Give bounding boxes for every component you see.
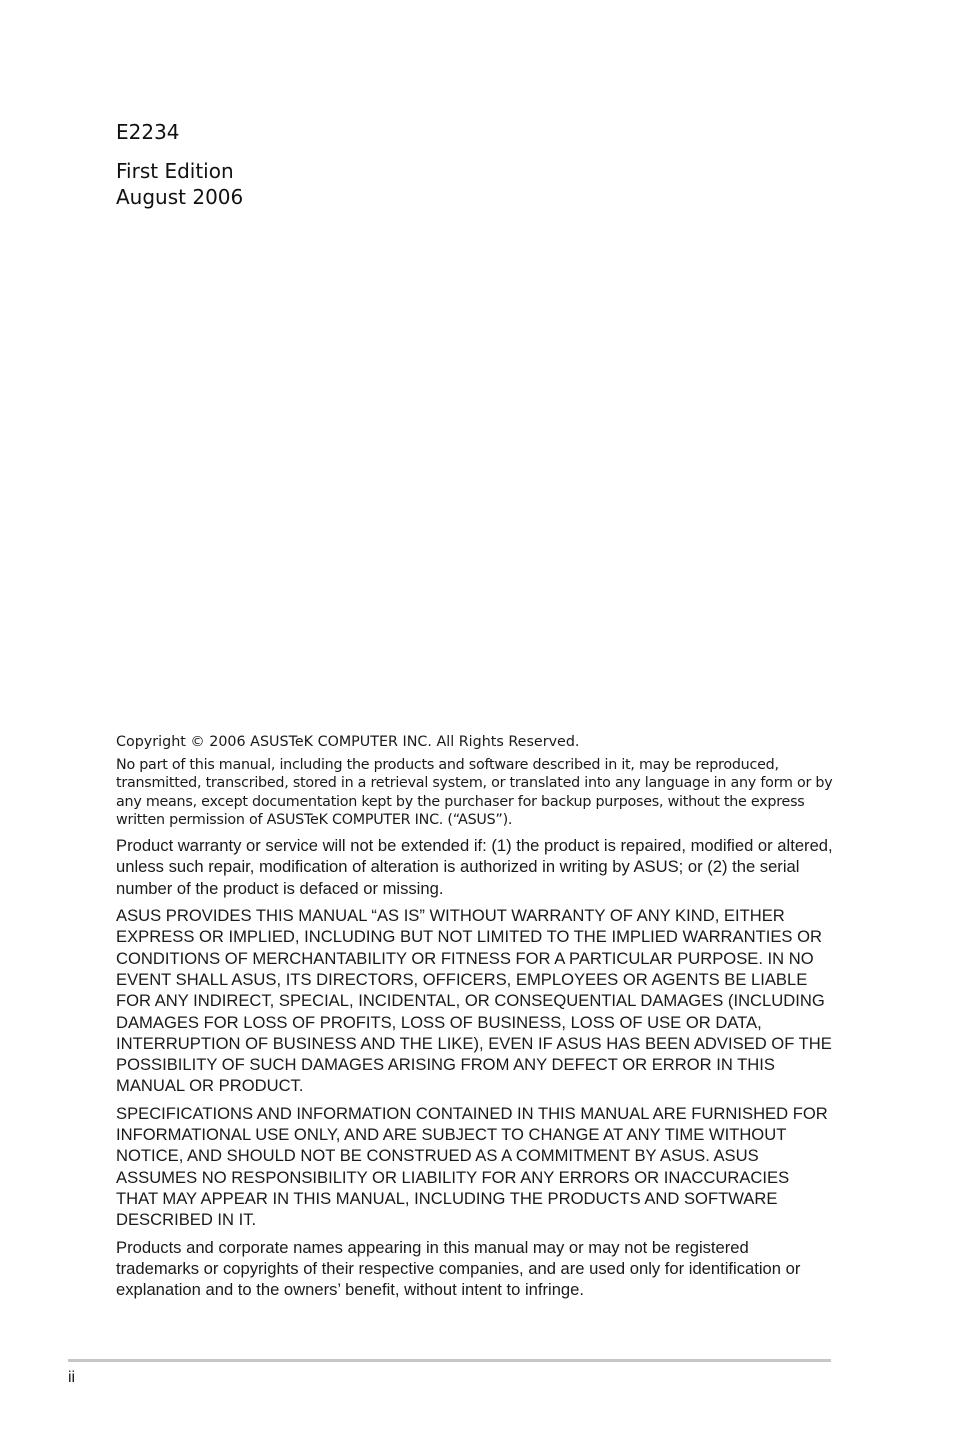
legal-notice [116, 731, 834, 1306]
warranty-disclaimer: ASUS PROVIDES THIS MANUAL “AS IS” WITHOUT WARRANTY OF ANY KIND, EITHER EXPRESS OR IMPLIED, INCLUDING BUT NOT LIMITED TO THE IMPLIED WARRANTIES OR CONDITIONS OF MERCHANTABILITY OR FITNESS FOR A PARTICULAR PURPOSE. IN NO EVENT SHALL ASUS, ITS DIRECTORS, OFFICERS, EMPLOYEES OR AGENTS BE LIABLE FOR ANY INDIRECT, SPECIAL, INCIDENTAL, OR CONSEQUENTIAL DAMAGES (INCLUDING DAMAGES FOR LOSS OF PROFITS, LOSS OF BUSINESS, LOSS OF USE OR DATA, INTERRUPTION OF BUSINESS AND THE LIKE), EVEN IF ASUS HAS BEEN ADVISED OF THE POSSIBILITY OF SUCH DAMAGES ARISING FROM ANY DEFECT OR ERROR IN THIS MANUAL OR PRODUCT. [116, 906, 832, 1096]
page-header [116, 118, 243, 210]
warranty-notice: Product warranty or service will not be extended if: (1) the product is repaired, modified or altered, unless such repair, modification of alteration is authorized in writing by ASUS; or (2) the serial number of the product is defaced or missing. [116, 836, 833, 898]
footer-rule [68, 1359, 831, 1362]
publication-date: August 2006 [116, 185, 244, 209]
trademark-notice: Products and corporate names appearing in this manual may or may not be registered trademarks or copyrights of their respective companies, and are used only for identification or explanation and to the owners’ benefit, without intent to infringe. [116, 1237, 801, 1300]
page-number: ii [68, 1369, 76, 1386]
edition-label: First Edition [116, 159, 234, 183]
reproduction-notice: No part of this manual, including the products and software described in it, may be reproduced, transmitted, transcribed, stored in a retrieval system, or translated into any language in any form or by any means, except documentation kept by the purchaser for backup purposes, without the express written permission of ASUSTeK COMPUTER INC. (“ASUS”). [116, 757, 833, 828]
specifications-notice: SPECIFICATIONS AND INFORMATION CONTAINED IN THIS MANUAL ARE FURNISHED FOR INFORMATIONAL USE ONLY, AND ARE SUBJECT TO CHANGE AT ANY TIME WITHOUT NOTICE, AND SHOULD NOT BE CONSTRUED AS A COMMITMENT BY ASUS. ASUS ASSUMES NO RESPONSIBILITY OR LIABILITY FOR ANY ERRORS OR INACCURACIES THAT MAY APPEAR IN THIS MANUAL, INCLUDING THE PRODUCTS AND SOFTWARE DESCRIBED IN IT. [116, 1103, 828, 1230]
copyright-notice: Copyright © 2006 ASUSTeK COMPUTER INC. All Rights Reserved. [116, 734, 580, 750]
document-code: E2234 [116, 120, 180, 144]
